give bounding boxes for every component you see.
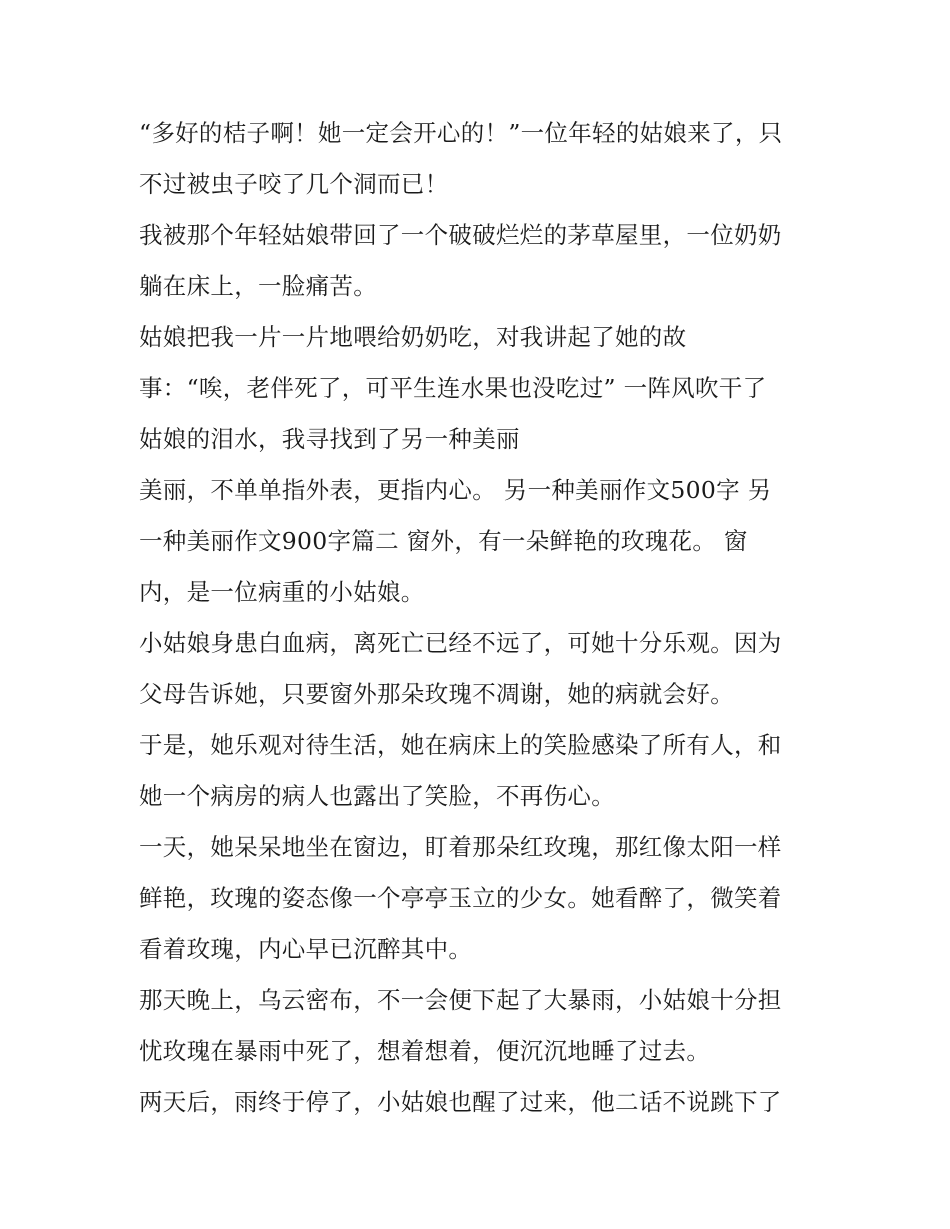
text-line: 躺在床上，一脸痛苦。 [139,272,377,300]
text-line: 她一个病房的病人也露出了笑脸，不再伤心。 [139,782,615,810]
text-line: 一种美丽作文900字篇二 窗外，有一朵鲜艳的玫瑰花。 窗 [139,527,748,555]
text-line: 看着玫瑰，内心早已沉醉其中。 [139,935,473,963]
text-line: 姑娘把我一片一片地喂给奶奶吃，对我讲起了她的故 [139,323,687,351]
text-line: 美丽，不单单指外表，更指内心。 另一种美丽作文500字 另 [139,476,772,504]
essay-text [139,108,819,1128]
text-line: 事：“唉，老伴死了，可平生连水果也没吃过” 一阵风吹干了 [139,374,767,402]
text-line: 内，是一位病重的小姑娘。 [139,578,425,606]
text-line: “多好的桔子啊！她一定会开心的！”一位年轻的姑娘来了，只 [139,119,783,147]
text-line: 忧玫瑰在暴雨中死了，想着想着，便沉沉地睡了过去。 [139,1037,711,1065]
text-line: 鲜艳，玫瑰的姿态像一个亭亭玉立的少女。她看醉了，微笑着 [139,884,782,912]
text-line: 两天后，雨终于停了，小姑娘也醒了过来，他二话不说跳下了 [139,1088,782,1116]
text-line: 姑娘的泪水，我寻找到了另一种美丽 [139,425,520,453]
text-line: 那天晚上，乌云密布，不一会便下起了大暴雨，小姑娘十分担 [139,986,782,1014]
text-line: 不过被虫子咬了几个洞而已！ [139,170,449,198]
text-line: 小姑娘身患白血病，离死亡已经不远了，可她十分乐观。因为 [139,629,782,657]
text-line: 我被那个年轻姑娘带回了一个破破烂烂的茅草屋里，一位奶奶 [139,221,782,249]
text-line: 于是，她乐观对待生活，她在病床上的笑脸感染了所有人，和 [139,731,782,759]
text-line: 父母告诉她，只要窗外那朵玫瑰不凋谢，她的病就会好。 [139,680,734,708]
text-line: 一天，她呆呆地坐在窗边，盯着那朵红玫瑰，那红像太阳一样 [139,833,782,861]
